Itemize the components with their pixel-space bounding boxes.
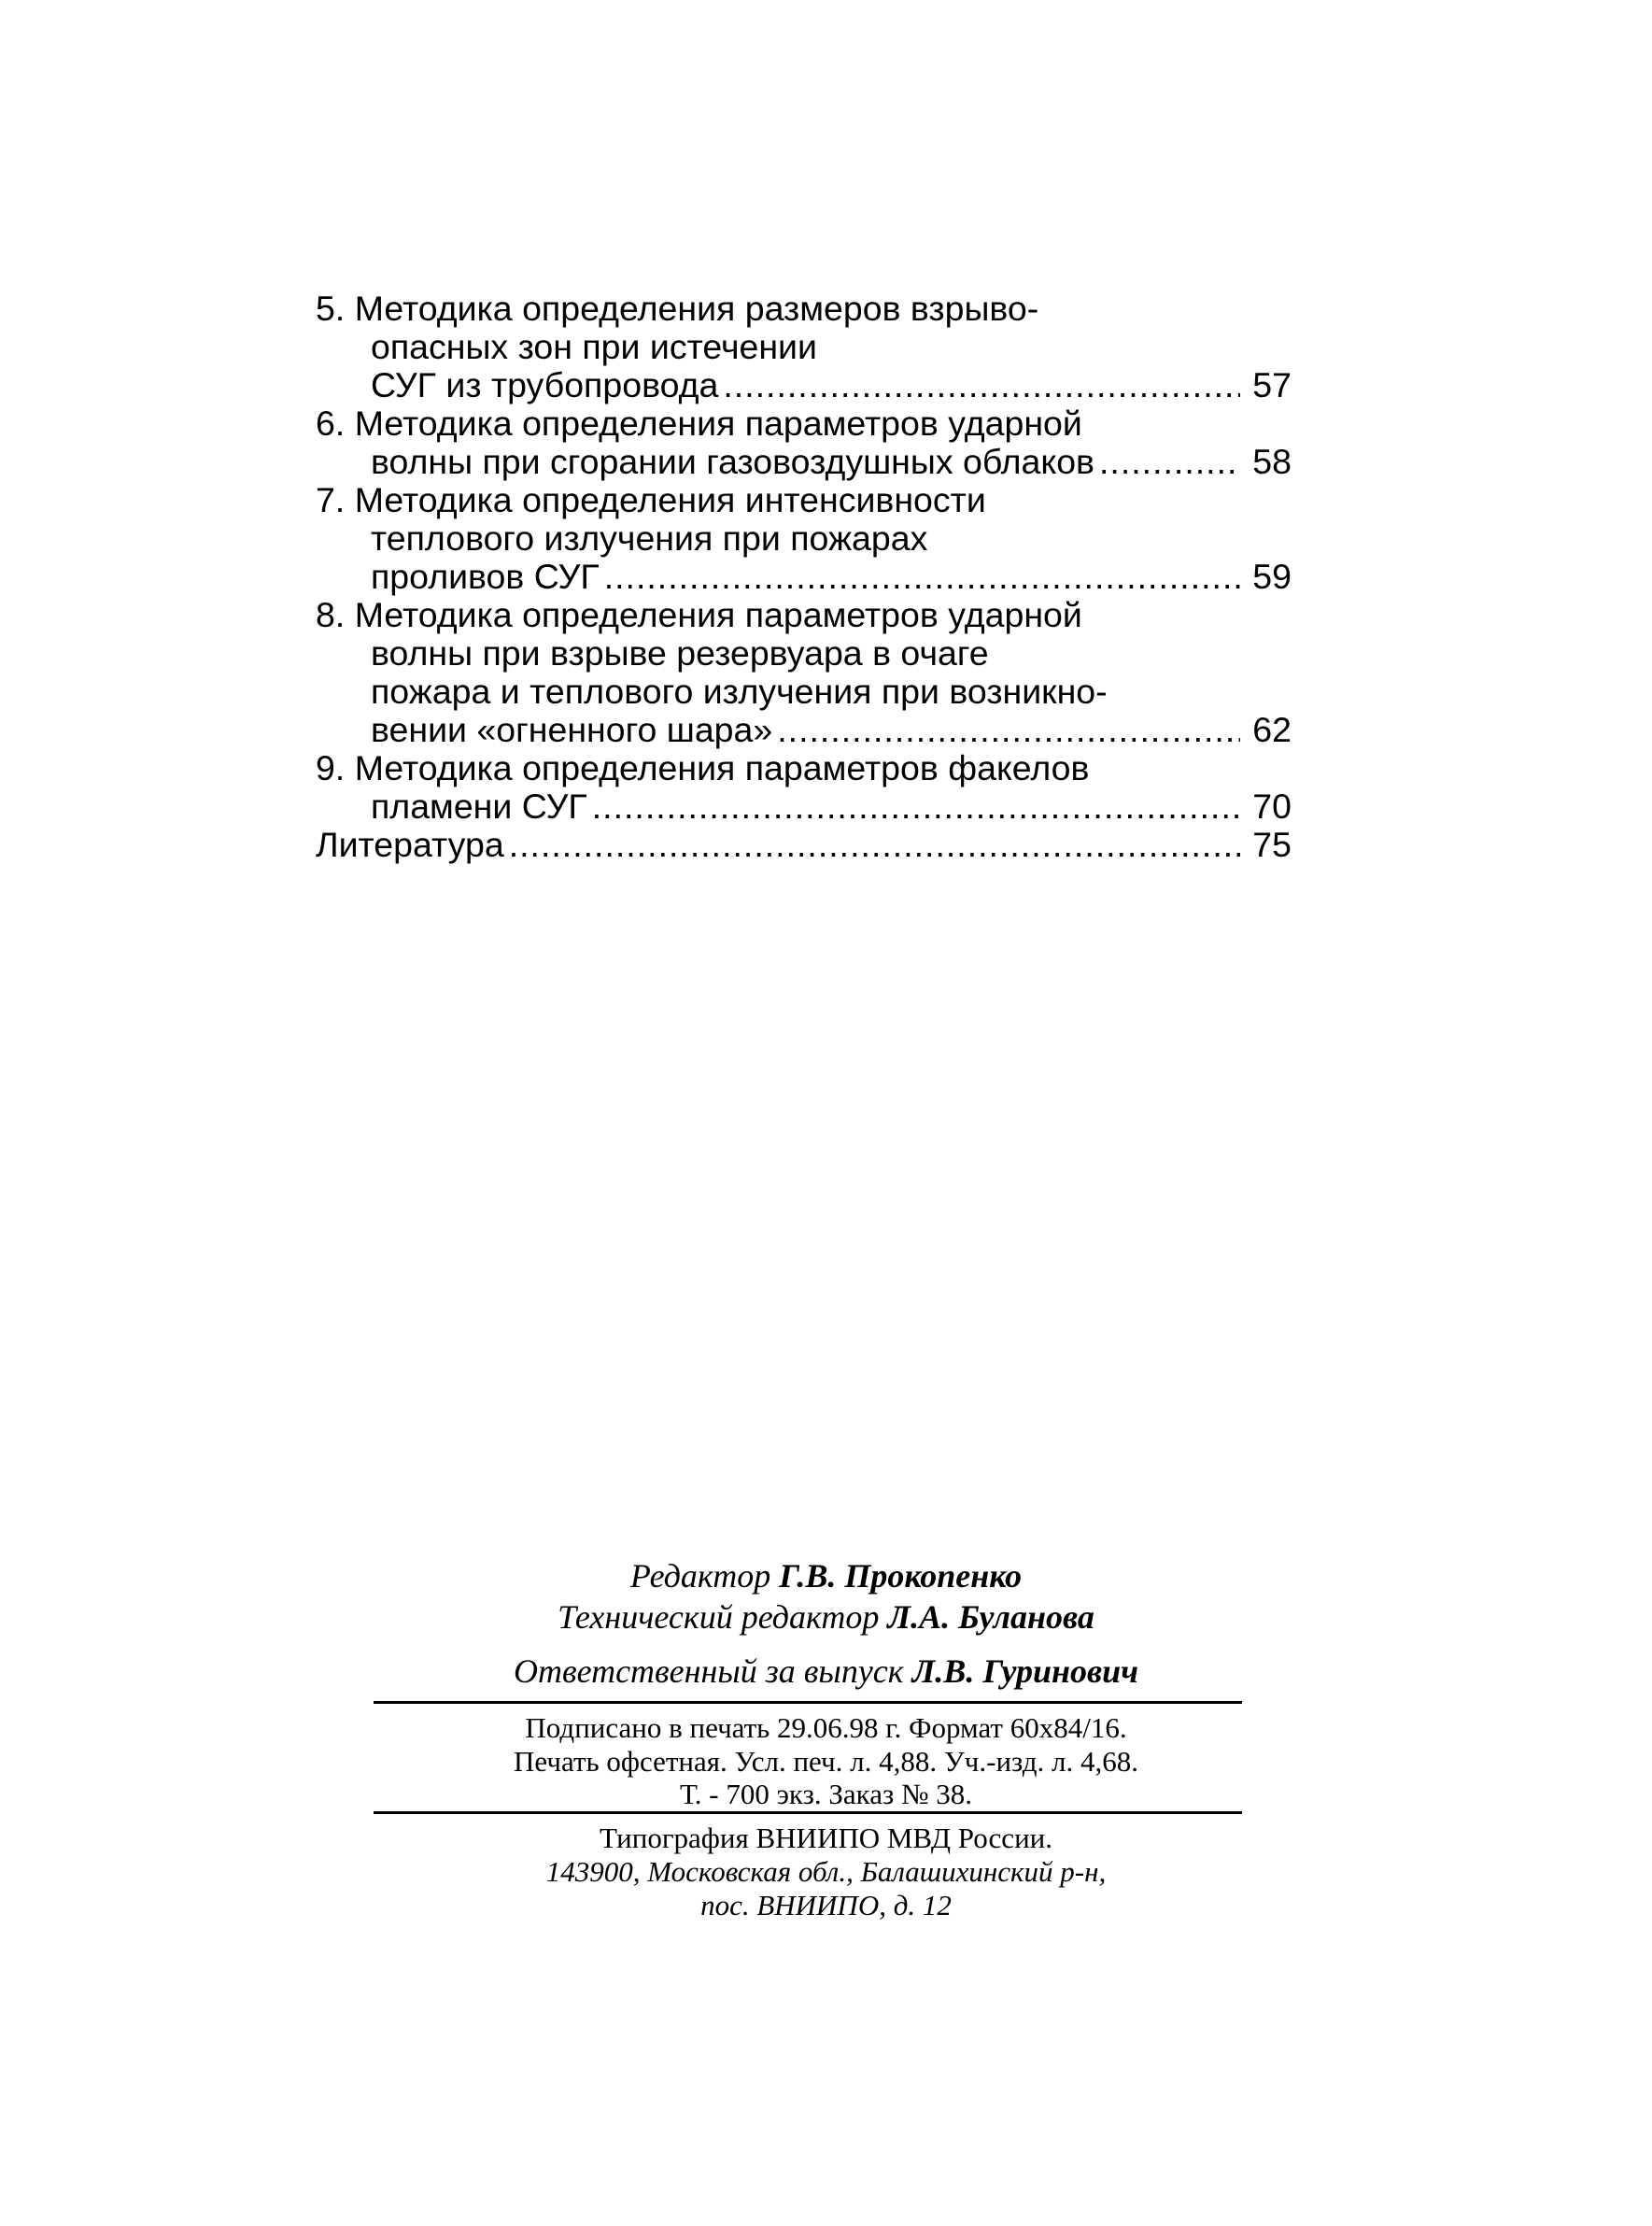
divider-top: [374, 1701, 1242, 1704]
page-number: 59: [1252, 557, 1292, 596]
toc-text: вении «огненного шара»: [371, 710, 773, 749]
toc-text: пожара и теплового излучения при возникно-: [371, 672, 1108, 711]
responsible-name: Л.В. Гуринович: [911, 1652, 1139, 1690]
toc-line: [316, 443, 1292, 481]
toc-line: [316, 749, 1292, 787]
dot-leader: [604, 558, 1240, 596]
editor-role: Редактор: [629, 1557, 771, 1595]
toc-text: 9. Методика определения параметров факелов: [316, 748, 1090, 787]
tech-editor-line: [0, 1596, 1652, 1638]
dot-leader: [1099, 443, 1240, 481]
toc-line: [316, 404, 1292, 443]
dot-leader: [723, 366, 1240, 404]
page-number: 75: [1252, 825, 1292, 864]
toc-line: [316, 711, 1292, 749]
toc-text: проливов СУГ: [371, 557, 600, 596]
page-number: 58: [1252, 442, 1292, 481]
print-info-line: Т. - 700 экз. Заказ № 38.: [679, 1778, 973, 1810]
print-info-line: Подписано в печать 29.06.98 г. Формат 60x84/16.: [525, 1711, 1127, 1744]
toc-text: СУГ из трубопровода: [371, 365, 719, 404]
editor-name: Г.В. Прокопенко: [779, 1557, 1023, 1595]
toc-line: [316, 634, 1292, 673]
print-info-block: [0, 1711, 1652, 1811]
editor-line: [0, 1555, 1652, 1596]
toc-text: волны при взрыве резервуара в очаге: [371, 633, 989, 673]
toc-line: [316, 787, 1292, 826]
table-of-contents: [316, 290, 1292, 864]
toc-line: [316, 328, 1292, 366]
dot-leader: [592, 787, 1240, 826]
dot-leader: [777, 711, 1240, 749]
toc-line: [316, 826, 1292, 864]
toc-line: [316, 366, 1292, 404]
toc-item-literature: [316, 826, 1292, 864]
printing-house-address: пос. ВНИИПО, д. 12: [700, 1889, 952, 1921]
toc-text: 8. Методика определения параметров ударной: [316, 595, 1082, 634]
toc-line: [316, 290, 1292, 328]
dot-leader: [509, 826, 1240, 864]
tech-editor-role: Технический редактор: [558, 1598, 880, 1636]
responsible-line: [0, 1651, 1652, 1692]
credits-block: [0, 1555, 1652, 1692]
toc-text: теплового излучения при пожарах: [371, 518, 928, 558]
page-number: 57: [1252, 365, 1292, 404]
toc-text: 6. Методика определения параметров ударной: [316, 404, 1082, 443]
page-number: 62: [1252, 710, 1292, 749]
print-info-line: Печать офсетная. Усл. печ. л. 4,88. Уч.-изд. л. 4,68.: [514, 1744, 1138, 1778]
toc-item-5: [316, 290, 1292, 404]
printing-house-name: Типография ВНИИПО МВД России.: [599, 1822, 1052, 1854]
toc-text: волны при сгорании газовоздушных облаков: [371, 442, 1094, 481]
toc-item-8: [316, 596, 1292, 749]
toc-line: [316, 519, 1292, 558]
toc-line: [316, 481, 1292, 519]
toc-line: [316, 596, 1292, 634]
printing-house-block: [0, 1822, 1652, 1922]
responsible-role: Ответственный за выпуск: [513, 1652, 904, 1690]
toc-text: Литература: [316, 825, 504, 864]
toc-line: [316, 673, 1292, 711]
toc-line: [316, 558, 1292, 596]
toc-item-7: [316, 481, 1292, 596]
printing-house-address: 143900, Московская обл., Балашихинский р-н,: [545, 1855, 1107, 1888]
divider-bottom: [374, 1811, 1242, 1814]
toc-item-6: [316, 404, 1292, 481]
toc-text: опасных зон при истечении: [371, 327, 817, 366]
toc-text: 7. Методика определения интенсивности: [316, 480, 986, 519]
toc-text: пламени СУГ: [371, 787, 587, 826]
page-number: 70: [1252, 787, 1292, 826]
tech-editor-name: Л.А. Буланова: [887, 1598, 1094, 1636]
toc-text: 5. Методика определения размеров взрыво-: [316, 289, 1039, 328]
toc-item-9: [316, 749, 1292, 826]
